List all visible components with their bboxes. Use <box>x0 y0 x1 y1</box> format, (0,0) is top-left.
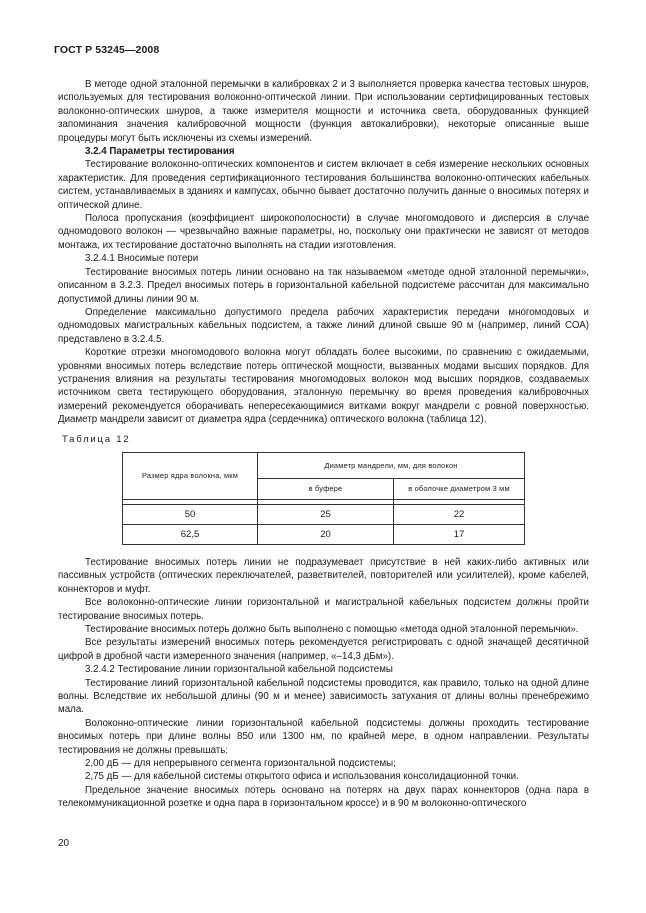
paragraph: 2,75 дБ — для кабельной системы открытого офиса и использования консолидационной точки. <box>85 771 519 783</box>
text-blocks-after-table <box>58 556 589 811</box>
page-number: 20 <box>58 838 70 849</box>
table-row <box>123 504 525 524</box>
cell-jacket: 17 <box>394 524 525 544</box>
header-buffered: в буфере <box>258 478 394 499</box>
table-header-row <box>123 452 525 478</box>
cell-jacket: 22 <box>394 504 525 524</box>
paragraph: 3.2.4.2 Тестирование линии горизонтальной кабельной подсистемы <box>85 664 393 676</box>
paragraph: Определение максимально допустимого предела рабочих характеристик передачи многомодовых и одномодовых магистральных кабельных подсистем, а также линий длиной свыше 90 м (например, линий СОА) представлено в 3.2.4.5. <box>58 306 589 345</box>
paragraph: 3.2.4.1 Вносимые потери <box>85 253 199 265</box>
paragraph: Тестирование вносимых потерь линии основано на так называемом «методе одной эталонной перемычки», описанном в 3.2.3. Предел вносимых потерь в горизонтальной кабельной подсистеме рассчитан для максимально допустимой длины линии 90 м. <box>58 266 589 305</box>
paragraph: В методе одной эталонной перемычки в калибровках 2 и 3 выполняется проверка качества тестовых шнуров, используемых для тестирования волоконно-оптической линии. При использовании сертифицированных тестовых волоконно-оптических шнуров, а также измерителя мощности и источника света, оборудованных функцией запоминания значения калибровочной мощности (функция автокалибровки), некоторые описанные выше процедуры могут быть исключены из схемы измерений. <box>58 79 589 144</box>
paragraph: Все результаты измерений вносимых потерь рекомендуется регистрировать с одной значащей десятичной цифрой в дробной части измеренного значения (например, «–14,3 дБм»). <box>58 637 589 662</box>
paragraph: 2,00 дБ — для непрерывного сегмента горизонтальной подсистемы; <box>85 758 396 770</box>
table-row <box>123 524 525 544</box>
header-core-size: Размер ядра волокна, мкм <box>123 452 258 499</box>
paragraph: Предельное значение вносимых потерь основано на потерях на двух парах коннекторов (одна пара в телекоммуникационной розетке и одна пара в горизонтальном кроссе) и в 90 м волоконно-оптического <box>58 784 589 810</box>
paragraph: Тестирование вносимых потерь должно быть выполнено с помощью «метода одной эталонной перемычки». <box>85 624 579 635</box>
paragraph: Тестирование вносимых потерь линии не подразумевает присутствие в ней каких-либо активных или пассивных устройств (оптических переключателей, разветвителей, повторителей или усилителей), кроме кабелей, коннекторов и муфт. <box>58 556 589 595</box>
cell-buffer: 20 <box>258 524 394 544</box>
section-heading: 3.2.4 Параметры тестирования <box>85 146 235 158</box>
mandrel-table <box>122 452 525 545</box>
paragraph: Тестирование волоконно-оптических компонентов и систем включает в себя измерение нескольких основных характеристик. Для проведения сертификационного тестирования большинства волоконно-оптических кабельных систем, устанавливаемых в зданиях и кампусах, обычно бывает достаточно получить данные о вносимых потерях и оптической длине. <box>58 159 589 211</box>
paragraph: Короткие отрезки многомодового волокна могут обладать более высокими, по сравнению с ожидаемыми, уровнями вносимых потерь вследствие потерь оптической мощности, вызванных модами высших порядков. Для устранения влияния на результаты тестирования многомодовых волокон мод высших порядков, создаваемых источником света тестирующего оборудования, эталонную перемычку во время проведения калибровочных измерений рекомендуется оборачивать непересекающимися витками вокруг мандрели с ровной поверхностью. Диаметр мандрели зависит от диаметра ядра (сердечника) оптического волокна (таблица 12). <box>58 347 589 426</box>
paragraph: Волоконно-оптические линии горизонтальной кабельной подсистемы должны проходить тестирование вносимых потерь при длине волны 850 или 1300 нм, по крайней мере, в одном направлении. Результаты тестирования не должны превышать: <box>58 717 589 756</box>
text-blocks-before-table <box>58 78 589 427</box>
page-content <box>58 78 589 811</box>
table-caption: Таблица 12 <box>62 433 131 445</box>
cell-core: 62,5 <box>123 524 258 544</box>
header-jacketed: в оболочке диаметром 3 мм <box>394 478 525 499</box>
cell-core: 50 <box>123 504 258 524</box>
paragraph: Полоса пропускания (коэффициент широкополосности) в случае многомодового и дисперсия в случае одномодового волокон — чрезвычайно важные параметры, но, поскольку они практически не зависят от методов монтажа, их тестирование достаточно выполнять на стадии изготовления. <box>58 213 589 251</box>
header-mandrel-diameter: Диаметр мандрели, мм, для волокон <box>258 452 525 478</box>
cell-buffer: 25 <box>258 504 394 524</box>
document-header: ГОСТ Р 53245—2008 <box>54 44 160 56</box>
paragraph: Все волоконно-оптические линии горизонтальной и магистральной кабельных подсистем должны пройти тестирование вносимых потерь. <box>58 597 589 622</box>
paragraph: Тестирование линий горизонтальной кабельной подсистемы проводится, как правило, только на одной длине волны. Вследствие их небольшой длины (90 м и менее) зависимость затухания от длины волны пренебрежимо мала. <box>58 677 589 716</box>
